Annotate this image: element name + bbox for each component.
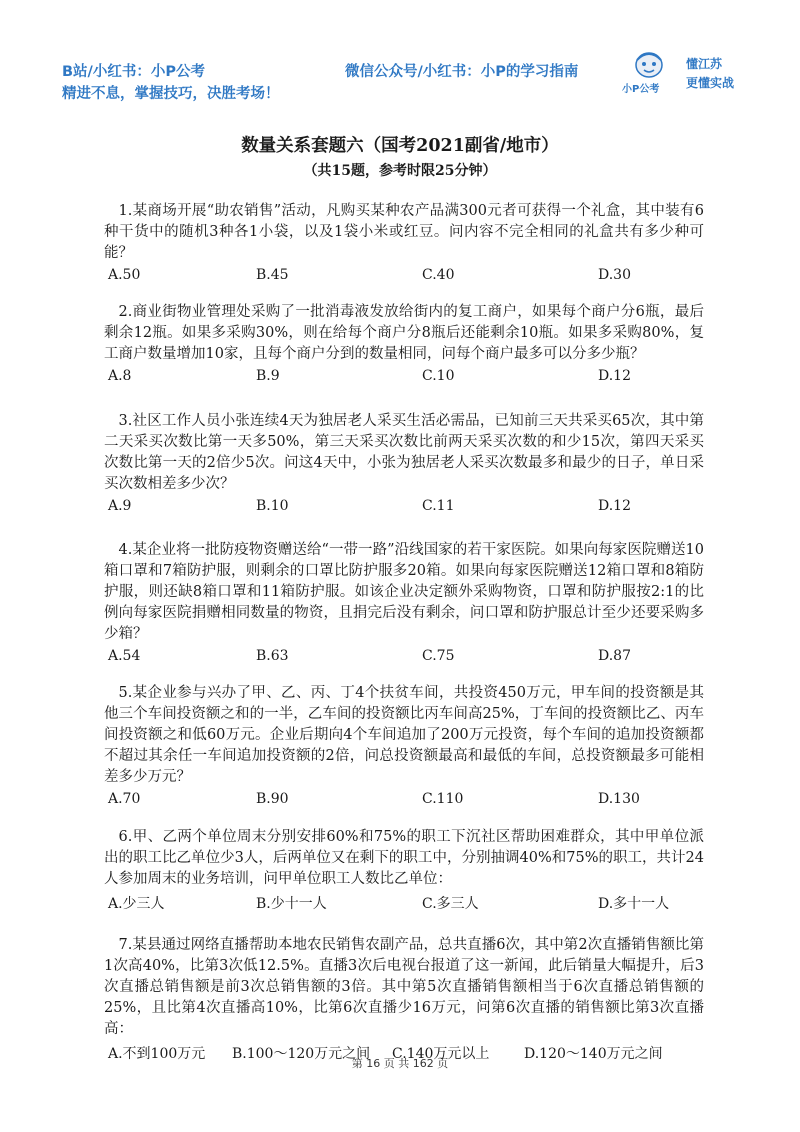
option-c: C.多三人	[422, 896, 479, 912]
question-2	[104, 302, 704, 388]
option-a: A.54	[108, 648, 141, 664]
question-stem: 2.商业街物业管理处采购了一批消毒液发放给街内的复工商户，如果每个商户分6瓶，最后剩余12瓶。如果多采购30%，则在给每个商户分8瓶后还能剩余10瓶。如果多采购80%，复工商户数量增加10家，且每个商户分到的数量相同，问每个商户最多可以分多少瓶？	[104, 304, 704, 362]
option-d: D.12	[598, 498, 631, 514]
option-b: B.9	[256, 368, 280, 384]
option-a: A.50	[108, 267, 141, 283]
option-c: C.140万元以上	[392, 1046, 490, 1062]
option-d: D.30	[598, 267, 631, 283]
option-b: B.45	[256, 267, 289, 283]
option-a: A.不到100万元	[108, 1046, 206, 1062]
option-b: B.100～120万元之间	[232, 1046, 371, 1062]
option-a: A.9	[108, 498, 132, 514]
question-4	[104, 540, 704, 668]
page-number-footer: 第 16 页 共 162 页	[351, 1057, 449, 1070]
page-subtitle: （共15题，参考时限25分钟）	[303, 163, 497, 179]
page-title: 数量关系套题六（国考2021副省/地市）	[241, 136, 559, 156]
option-a: A.70	[108, 791, 141, 807]
option-c: C.11	[422, 498, 455, 514]
option-a: A.8	[108, 368, 132, 384]
option-c: C.110	[422, 791, 464, 807]
question-3	[104, 411, 704, 518]
option-d: D.130	[598, 791, 640, 807]
option-b: B.少十一人	[256, 896, 327, 912]
option-d: D.87	[598, 648, 631, 664]
question-stem: 1.某商场开展“助农销售”活动，凡购买某种农产品满300元者可获得一个礼盒，其中装有6种干货中的随机3种各1小袋，以及1袋小米或红豆。问内容不完全相同的礼盒共有多少种可能？	[104, 203, 704, 261]
slogan-line-2: 更懂实战	[686, 76, 735, 90]
question-6	[104, 827, 704, 913]
question-5	[104, 683, 704, 811]
question-stem: 3.社区工作人员小张连续4天为独居老人采买生活必需品，已知前三天共采买65次，其中第二天采买次数比第一天多50%，第三天采买次数比前两天采买次数的和少15次，第四天采买次数比第一天的2倍少5次。问这4天中，小张为独居老人采买次数最多和最少的日子，单日采买次数相差多少次？	[104, 413, 704, 492]
header-bilibili-xiaohongshu: B站/小红书：小P公考	[62, 64, 205, 80]
option-d: D.12	[598, 368, 631, 384]
slogan-line-1: 懂江苏	[686, 57, 723, 71]
logo-caption: 小P公考	[622, 84, 660, 95]
option-b: B.63	[256, 648, 289, 664]
question-stem: 5.某企业参与兴办了甲、乙、丙、丁4个扶贫车间，共投资450万元，甲车间的投资额是其他三个车间投资额之和的一半，乙车间的投资额比丙车间高25%，丁车间的投资额比乙、丙车间投资额之和低60万元。企业后期向4个车间追加了200万元投资，每个车间的追加投资额都不超过其余任一车间追加投资额的2倍，问总投资额最高和最低的车间，总投资额最多可能相差多少万元？	[104, 685, 704, 785]
question-7	[104, 935, 704, 1063]
option-b: B.10	[256, 498, 289, 514]
option-b: B.90	[256, 791, 289, 807]
question-stem: 6.甲、乙两个单位周末分别安排60%和75%的职工下沉社区帮助困难群众，其中甲单位派出的职工比乙单位少3人，后两单位又在剩下的职工中，分别抽调40%和75%的职工，共计24人参加周末的业务培训，问甲单位职工人数比乙单位：	[104, 829, 704, 887]
question-stem: 4.某企业将一批防疫物资赠送给“一带一路”沿线国家的若干家医院。如果向每家医院赠送10箱口罩和7箱防护服，则剩余的口罩比防护服多20箱。如果向每家医院赠送12箱口罩和8箱防护服，则还缺8箱口罩和11箱防护服。如该企业决定额外采购物资，口罩和防护服按2:1的比例向每家医院捐赠相同数量的物资，且捐完后没有剩余，问口罩和防护服总计至少还要采购多少箱？	[104, 542, 704, 642]
question-stem: 7.某县通过网络直播帮助本地农民销售农副产品，总共直播6次，其中第2次直播销售额比第1次高40%，比第3次低12.5%。直播3次后电视台报道了这一新闻，此后销量大幅提升，后3次直播总销售额是前3次总销售额的3倍。其中第5次直播销售额相当于6次直播总销售额的25%，且比第4次直播高10%，比第6次直播少16万元，问第6次直播的销售额比第3次直播高：	[104, 937, 704, 1037]
option-d: D.120～140万元之间	[524, 1046, 663, 1062]
option-c: C.40	[422, 267, 455, 283]
option-d: D.多十一人	[598, 896, 670, 912]
option-c: C.75	[422, 648, 455, 664]
option-a: A.少三人	[108, 896, 165, 912]
option-c: C.10	[422, 368, 455, 384]
question-1	[104, 201, 704, 287]
header-motto: 精进不息，掌握技巧，决胜考场！	[62, 86, 280, 102]
header-wechat: 微信公众号/小红书：小P的学习指南	[345, 64, 579, 80]
